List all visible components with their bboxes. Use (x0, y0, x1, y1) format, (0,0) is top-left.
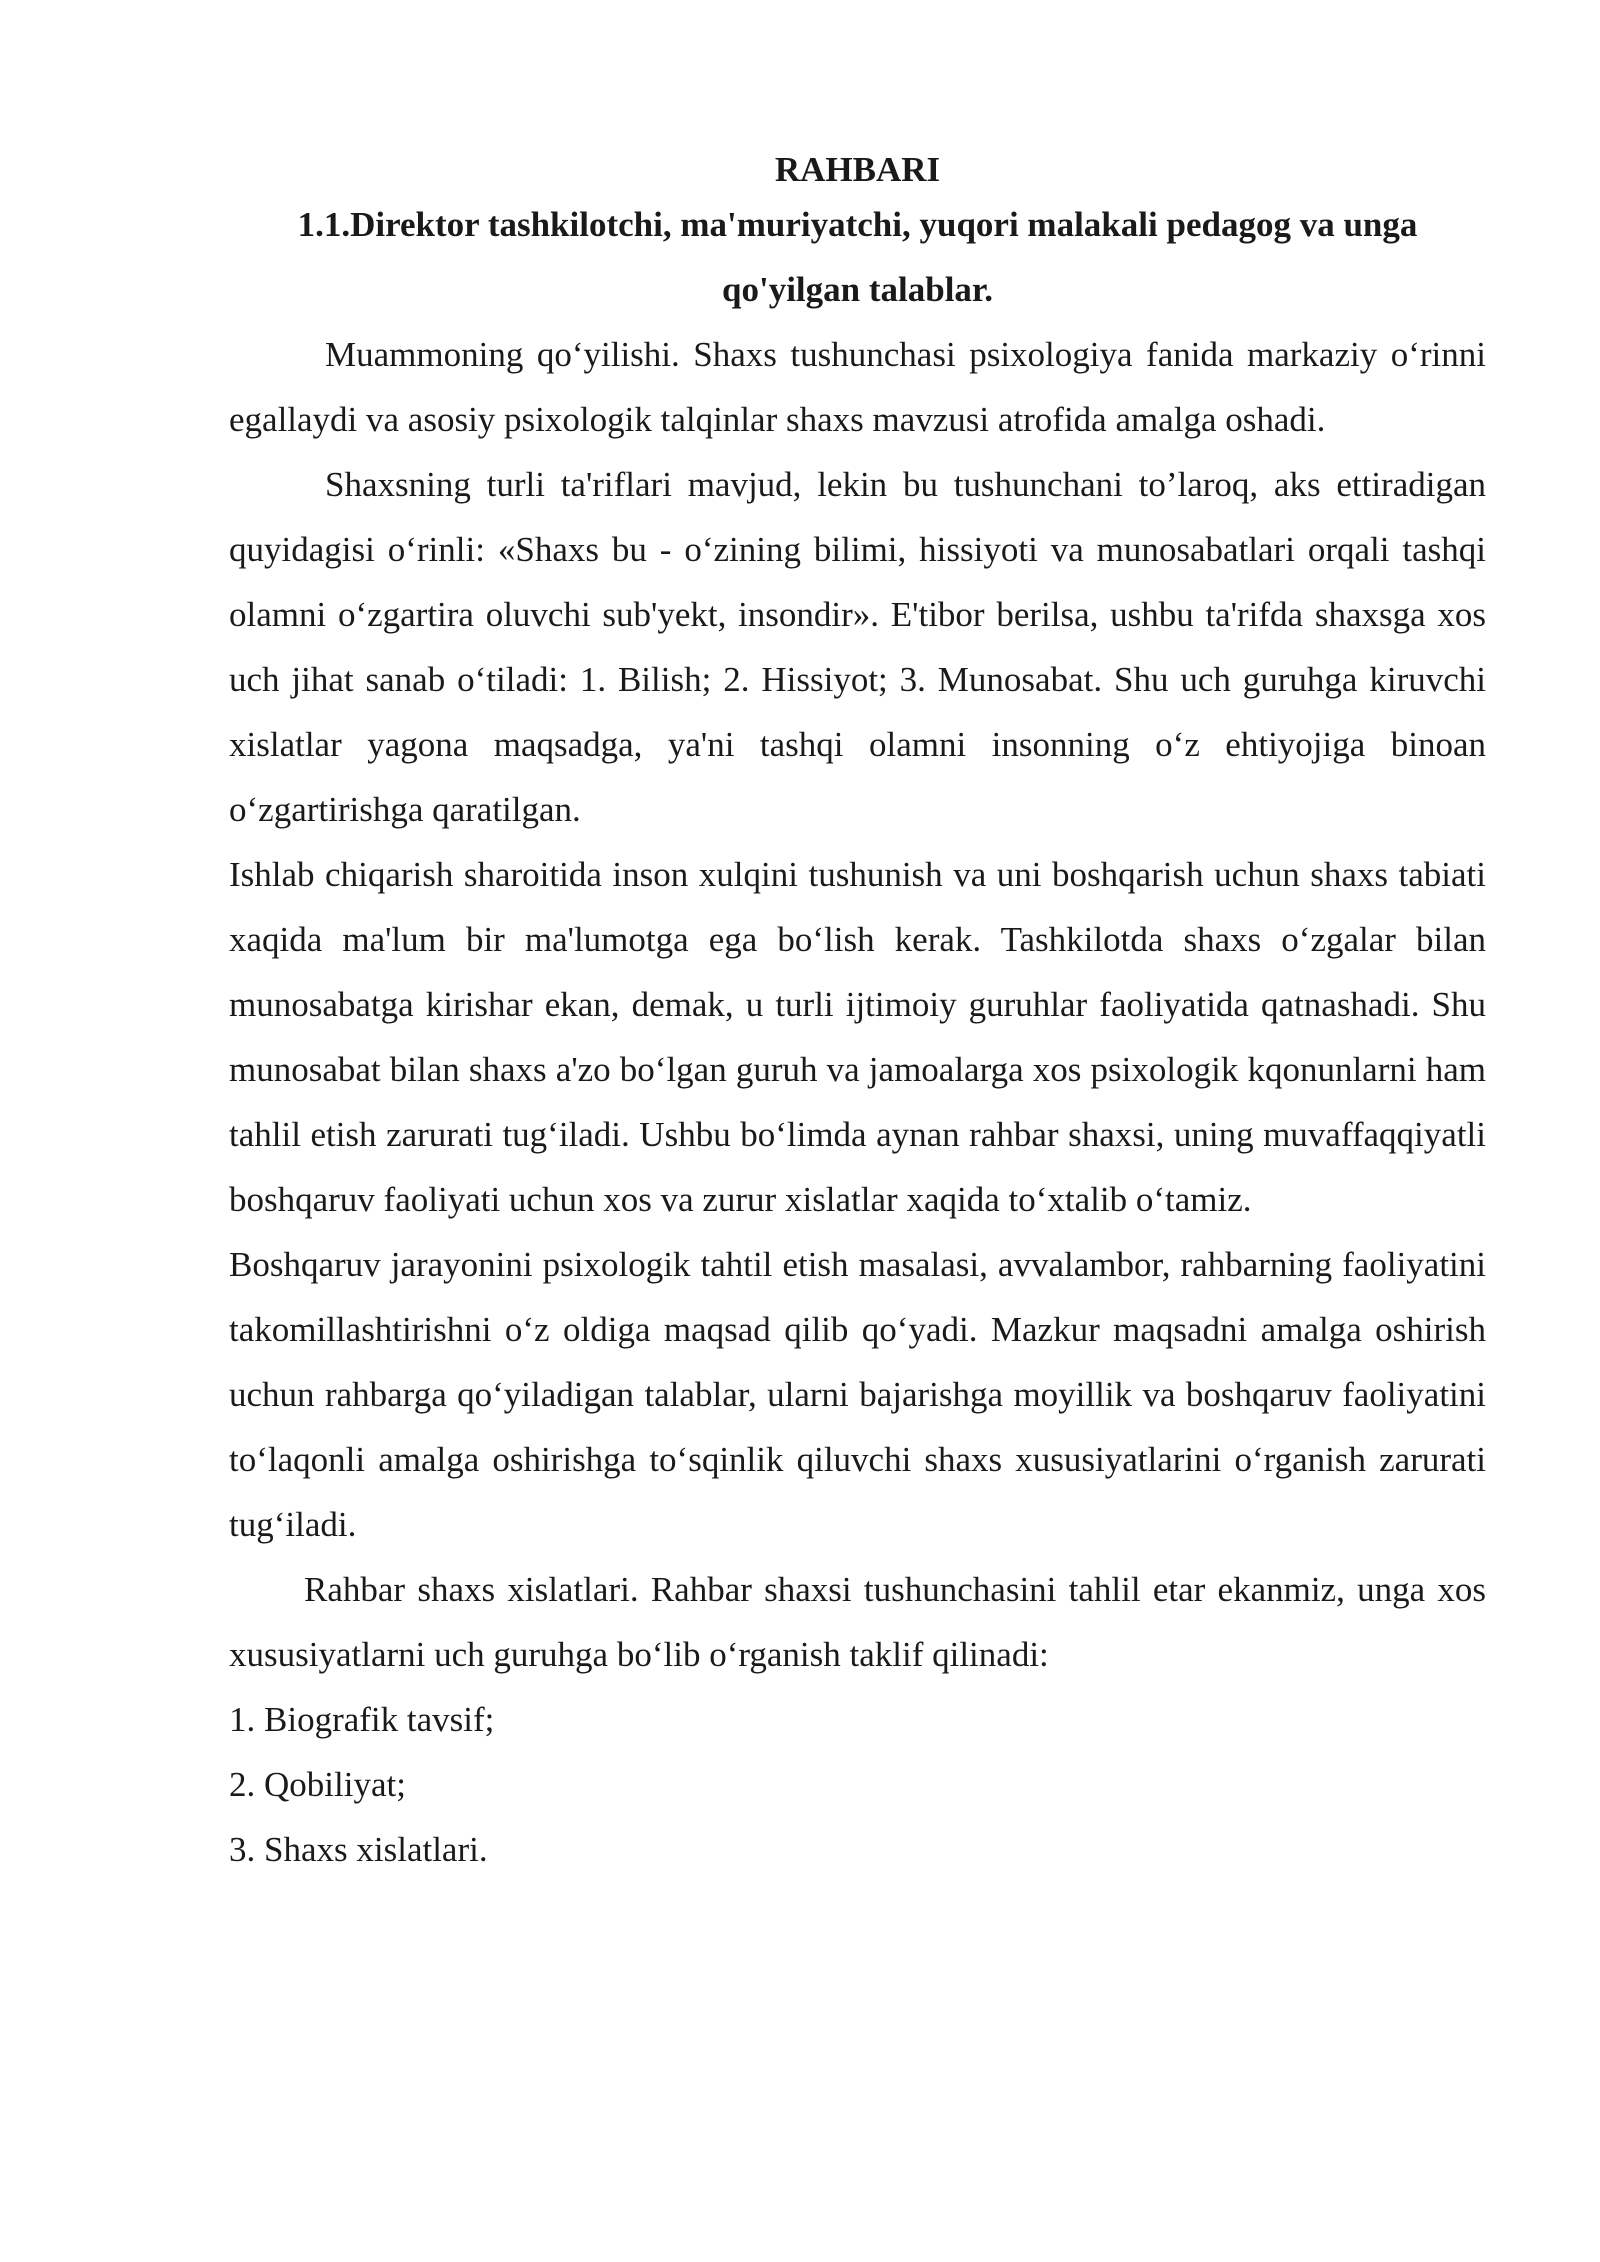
document-page (229, 148, 1486, 1882)
paragraph-problem-statement: Muammoning qo‘yilishi. Shaxs tushunchasi psixologiya fanida markaziy o‘rinni egallaydi va asosiy psixologik talqinlar shaxs mavzusi atrofida amalga oshadi. (229, 335, 1486, 439)
list-item: 3. Shaxs xislatlari. (229, 1830, 488, 1869)
paragraph-leader-traits: Rahbar shaxs xislatlari. Rahbar shaxsi tushunchasini tahlil etar ekanmiz, unga xos xususiyatlarni uch guruhga bo‘lib o‘rganish taklif qilinadi: (229, 1570, 1486, 1674)
list-item: 2. Qobiliyat; (229, 1765, 406, 1804)
paragraph-personality-definition: Shaxsning turli ta'riflari mavjud, lekin bu tushunchani to’laroq, aks ettiradigan quyidagisi o‘rinli: «Shaxs bu - o‘zining bilimi, hissiyoti va munosabatlari orqali tashqi olamni o‘zgartira oluvchi sub'yekt, insondir». E'tibor berilsa, ushbu ta'rifda shaxsga xos uch jihat sanab o‘tiladi: 1. Bilish; 2. Hissiyot; 3. Munosabat. Shu uch guruhga kiruvchi xislatlar yagona maqsadga, ya'ni tashqi olamni insonning o‘z ehtiyojiga binoan o‘zgartirishga qaratilgan. (229, 465, 1486, 829)
traits-list (229, 1687, 1486, 1882)
paragraph-production-conditions: Ishlab chiqarish sharoitida inson xulqini tushunish va uni boshqarish uchun shaxs tabiati xaqida ma'lum bir ma'lumotga ega bo‘lish kerak. Tashkilotda shaxs o‘zgalar bilan munosabatga kirishar ekan, demak, u turli ijtimoiy guruhlar faoliyatida qatnashadi. Shu munosabat bilan shaxs a'zo bo‘lgan guruh va jamoalarga xos psixologik kqonunlarni ham tahlil etish zarurati tug‘iladi. Ushbu bo‘limda aynan rahbar shaxsi, uning muvaffaqqiyatli boshqaruv faoliyati uchun xos va zurur xislatlar xaqida to‘xtalib o‘tamiz. (229, 855, 1486, 1219)
section-heading: 1.1.Direktor tashkilotchi, ma'muriyatchi, yuqori malakali pedagog va unga qo'yilgan talablar. (297, 205, 1418, 309)
list-item: 1. Biografik tavsif; (229, 1700, 495, 1739)
paragraph-management-analysis: Boshqaruv jarayonini psixologik tahtil etish masalasi, avvalambor, rahbarning faoliyatini takomillashtirishni o‘z oldiga maqsad qilib qo‘yadi. Mazkur maqsadni amalga oshirish uchun rahbarga qo‘yiladigan talablar, ularni bajarishga moyillik va boshqaruv faoliyatini to‘laqonli amalga oshirishga to‘sqinlik qiluvchi shaxs xususiyatlarini o‘rganish zarurati tug‘iladi. (229, 1245, 1486, 1544)
page-title: RAHBARI (774, 150, 941, 189)
